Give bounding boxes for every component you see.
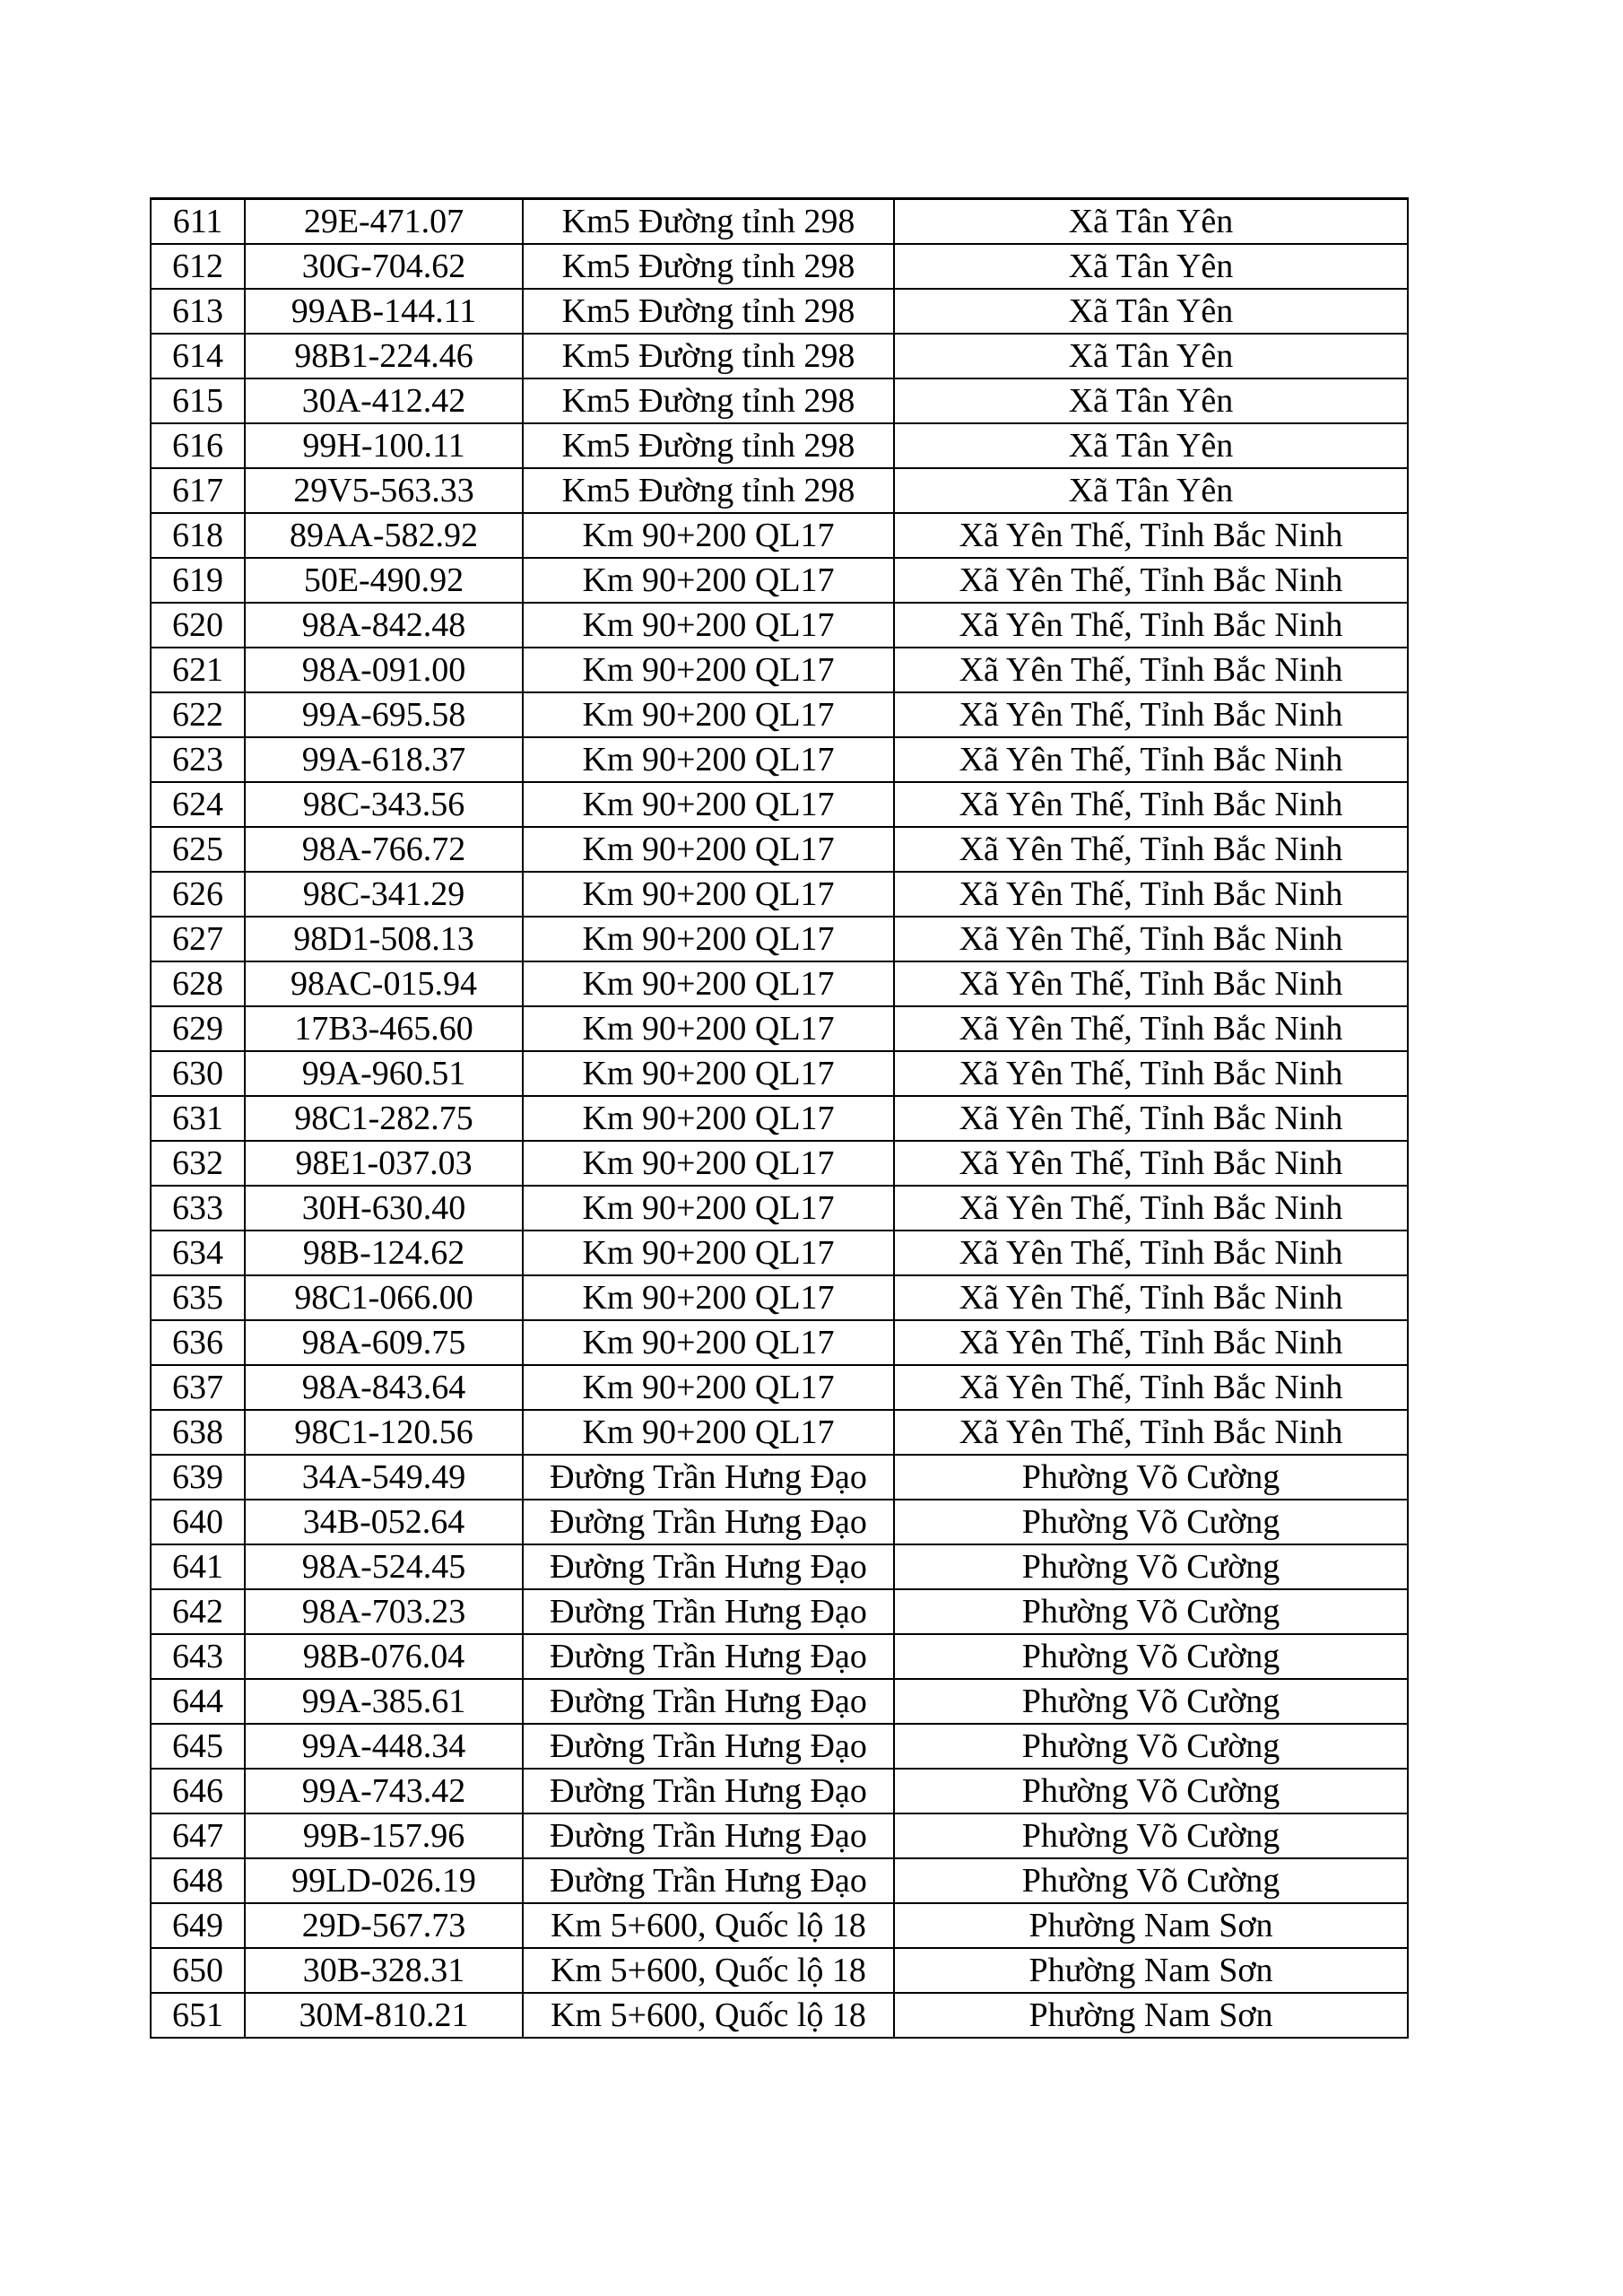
license-plate-cell: 98AC-015.94 xyxy=(245,961,523,1006)
violation-location-cell: Km 90+200 QL17 xyxy=(523,1275,894,1320)
license-plate-cell: 50E-490.92 xyxy=(245,558,523,603)
administrative-area-cell: Xã Tân Yên xyxy=(894,289,1408,334)
license-plate-cell: 99A-960.51 xyxy=(245,1051,523,1096)
license-plate-cell: 98E1-037.03 xyxy=(245,1141,523,1186)
administrative-area-cell: Phường Nam Sơn xyxy=(894,1993,1408,2038)
table-row xyxy=(151,1634,1408,1679)
license-plate-cell: 98A-766.72 xyxy=(245,827,523,872)
license-plate-cell: 30H-630.40 xyxy=(245,1186,523,1231)
table-row xyxy=(151,513,1408,558)
administrative-area-cell: Xã Yên Thế, Tỉnh Bắc Ninh xyxy=(894,782,1408,827)
row-number-cell: 623 xyxy=(151,737,245,782)
violation-location-cell: Đường Trần Hưng Đạo xyxy=(523,1544,894,1589)
license-plate-cell: 98C-343.56 xyxy=(245,782,523,827)
violation-location-cell: Km 90+200 QL17 xyxy=(523,1051,894,1096)
license-plate-cell: 99AB-144.11 xyxy=(245,289,523,334)
row-number-cell: 641 xyxy=(151,1544,245,1589)
row-number-cell: 625 xyxy=(151,827,245,872)
administrative-area-cell: Xã Yên Thế, Tỉnh Bắc Ninh xyxy=(894,872,1408,917)
row-number-cell: 631 xyxy=(151,1096,245,1141)
license-plate-cell: 98A-843.64 xyxy=(245,1365,523,1410)
license-plate-cell: 34A-549.49 xyxy=(245,1455,523,1500)
table-row xyxy=(151,558,1408,603)
license-plate-cell: 99H-100.11 xyxy=(245,423,523,468)
administrative-area-cell: Xã Tân Yên xyxy=(894,244,1408,289)
license-plate-cell: 98C1-120.56 xyxy=(245,1410,523,1455)
table-row xyxy=(151,917,1408,961)
administrative-area-cell: Xã Yên Thế, Tỉnh Bắc Ninh xyxy=(894,827,1408,872)
administrative-area-cell: Xã Yên Thế, Tỉnh Bắc Ninh xyxy=(894,603,1408,648)
administrative-area-cell: Xã Yên Thế, Tỉnh Bắc Ninh xyxy=(894,737,1408,782)
license-plate-cell: 29E-471.07 xyxy=(245,199,523,245)
license-plate-cell: 29D-567.73 xyxy=(245,1903,523,1948)
license-plate-cell: 98D1-508.13 xyxy=(245,917,523,961)
table-row xyxy=(151,1186,1408,1231)
row-number-cell: 629 xyxy=(151,1006,245,1051)
administrative-area-cell: Phường Võ Cường xyxy=(894,1544,1408,1589)
license-plate-cell: 30G-704.62 xyxy=(245,244,523,289)
administrative-area-cell: Xã Yên Thế, Tỉnh Bắc Ninh xyxy=(894,692,1408,737)
license-plate-cell: 30M-810.21 xyxy=(245,1993,523,2038)
violation-location-cell: Km 90+200 QL17 xyxy=(523,513,894,558)
violation-location-cell: Km 90+200 QL17 xyxy=(523,917,894,961)
administrative-area-cell: Xã Yên Thế, Tỉnh Bắc Ninh xyxy=(894,961,1408,1006)
row-number-cell: 621 xyxy=(151,648,245,692)
license-plate-cell: 99A-695.58 xyxy=(245,692,523,737)
table-row xyxy=(151,1679,1408,1724)
license-plate-cell: 98B-124.62 xyxy=(245,1231,523,1275)
table-row xyxy=(151,1231,1408,1275)
row-number-cell: 620 xyxy=(151,603,245,648)
administrative-area-cell: Xã Yên Thế, Tỉnh Bắc Ninh xyxy=(894,1096,1408,1141)
table-row xyxy=(151,1051,1408,1096)
violation-location-cell: Km 90+200 QL17 xyxy=(523,603,894,648)
administrative-area-cell: Xã Yên Thế, Tỉnh Bắc Ninh xyxy=(894,1051,1408,1096)
table-row xyxy=(151,872,1408,917)
row-number-cell: 628 xyxy=(151,961,245,1006)
violation-location-cell: Km5 Đường tỉnh 298 xyxy=(523,468,894,513)
table-row xyxy=(151,648,1408,692)
table-row xyxy=(151,334,1408,378)
row-number-cell: 614 xyxy=(151,334,245,378)
license-plate-cell: 29V5-563.33 xyxy=(245,468,523,513)
administrative-area-cell: Phường Nam Sơn xyxy=(894,1948,1408,1993)
administrative-area-cell: Xã Yên Thế, Tỉnh Bắc Ninh xyxy=(894,513,1408,558)
table-row xyxy=(151,1724,1408,1769)
license-plate-cell: 99A-448.34 xyxy=(245,1724,523,1769)
administrative-area-cell: Phường Võ Cường xyxy=(894,1724,1408,1769)
row-number-cell: 646 xyxy=(151,1769,245,1813)
administrative-area-cell: Phường Võ Cường xyxy=(894,1769,1408,1813)
table-row xyxy=(151,1993,1408,2038)
table-row xyxy=(151,1410,1408,1455)
violation-location-cell: Km 90+200 QL17 xyxy=(523,827,894,872)
license-plate-cell: 99B-157.96 xyxy=(245,1813,523,1858)
license-plate-cell: 98A-091.00 xyxy=(245,648,523,692)
row-number-cell: 627 xyxy=(151,917,245,961)
row-number-cell: 635 xyxy=(151,1275,245,1320)
table-row xyxy=(151,1589,1408,1634)
row-number-cell: 651 xyxy=(151,1993,245,2038)
row-number-cell: 613 xyxy=(151,289,245,334)
violation-location-cell: Đường Trần Hưng Đạo xyxy=(523,1500,894,1544)
violation-location-cell: Km5 Đường tỉnh 298 xyxy=(523,423,894,468)
license-plate-cell: 98A-524.45 xyxy=(245,1544,523,1589)
license-plate-cell: 98B1-224.46 xyxy=(245,334,523,378)
row-number-cell: 643 xyxy=(151,1634,245,1679)
violation-location-cell: Đường Trần Hưng Đạo xyxy=(523,1769,894,1813)
row-number-cell: 650 xyxy=(151,1948,245,1993)
license-plate-cell: 99LD-026.19 xyxy=(245,1858,523,1903)
administrative-area-cell: Xã Yên Thế, Tỉnh Bắc Ninh xyxy=(894,1141,1408,1186)
table-row xyxy=(151,692,1408,737)
table-body xyxy=(151,199,1408,2039)
administrative-area-cell: Phường Võ Cường xyxy=(894,1634,1408,1679)
administrative-area-cell: Xã Yên Thế, Tỉnh Bắc Ninh xyxy=(894,1231,1408,1275)
administrative-area-cell: Xã Yên Thế, Tỉnh Bắc Ninh xyxy=(894,648,1408,692)
row-number-cell: 615 xyxy=(151,378,245,423)
table-row xyxy=(151,244,1408,289)
table-row xyxy=(151,1455,1408,1500)
row-number-cell: 642 xyxy=(151,1589,245,1634)
table-row xyxy=(151,827,1408,872)
administrative-area-cell: Xã Yên Thế, Tỉnh Bắc Ninh xyxy=(894,1186,1408,1231)
administrative-area-cell: Phường Võ Cường xyxy=(894,1679,1408,1724)
row-number-cell: 626 xyxy=(151,872,245,917)
violation-location-cell: Đường Trần Hưng Đạo xyxy=(523,1455,894,1500)
license-plate-cell: 98C1-282.75 xyxy=(245,1096,523,1141)
row-number-cell: 622 xyxy=(151,692,245,737)
violation-location-cell: Km 90+200 QL17 xyxy=(523,872,894,917)
license-plate-cell: 98B-076.04 xyxy=(245,1634,523,1679)
administrative-area-cell: Xã Yên Thế, Tỉnh Bắc Ninh xyxy=(894,1006,1408,1051)
table-row xyxy=(151,1903,1408,1948)
table-row xyxy=(151,1096,1408,1141)
administrative-area-cell: Phường Võ Cường xyxy=(894,1500,1408,1544)
row-number-cell: 647 xyxy=(151,1813,245,1858)
row-number-cell: 636 xyxy=(151,1320,245,1365)
violation-location-cell: Đường Trần Hưng Đạo xyxy=(523,1813,894,1858)
license-plate-cell: 98A-703.23 xyxy=(245,1589,523,1634)
violation-location-cell: Km5 Đường tỉnh 298 xyxy=(523,378,894,423)
administrative-area-cell: Xã Tân Yên xyxy=(894,199,1408,245)
violation-location-cell: Km 90+200 QL17 xyxy=(523,648,894,692)
violation-location-cell: Đường Trần Hưng Đạo xyxy=(523,1634,894,1679)
violation-location-cell: Đường Trần Hưng Đạo xyxy=(523,1724,894,1769)
violation-location-cell: Đường Trần Hưng Đạo xyxy=(523,1589,894,1634)
table-row xyxy=(151,378,1408,423)
row-number-cell: 630 xyxy=(151,1051,245,1096)
table-row xyxy=(151,961,1408,1006)
row-number-cell: 648 xyxy=(151,1858,245,1903)
row-number-cell: 634 xyxy=(151,1231,245,1275)
table-row xyxy=(151,289,1408,334)
administrative-area-cell: Xã Yên Thế, Tỉnh Bắc Ninh xyxy=(894,1410,1408,1455)
table-row xyxy=(151,1141,1408,1186)
row-number-cell: 639 xyxy=(151,1455,245,1500)
row-number-cell: 618 xyxy=(151,513,245,558)
violation-location-cell: Km 90+200 QL17 xyxy=(523,1231,894,1275)
violation-location-cell: Km5 Đường tỉnh 298 xyxy=(523,289,894,334)
violation-location-cell: Km 90+200 QL17 xyxy=(523,1096,894,1141)
license-plate-cell: 98A-609.75 xyxy=(245,1320,523,1365)
table-row xyxy=(151,1948,1408,1993)
administrative-area-cell: Phường Võ Cường xyxy=(894,1858,1408,1903)
violation-location-cell: Km 90+200 QL17 xyxy=(523,737,894,782)
table-row xyxy=(151,1769,1408,1813)
administrative-area-cell: Phường Võ Cường xyxy=(894,1813,1408,1858)
violation-location-cell: Km 90+200 QL17 xyxy=(523,1320,894,1365)
license-plate-cell: 98A-842.48 xyxy=(245,603,523,648)
vehicle-records-table xyxy=(150,197,1409,2039)
administrative-area-cell: Xã Yên Thế, Tỉnh Bắc Ninh xyxy=(894,558,1408,603)
row-number-cell: 612 xyxy=(151,244,245,289)
table-row xyxy=(151,468,1408,513)
row-number-cell: 649 xyxy=(151,1903,245,1948)
violation-location-cell: Km 90+200 QL17 xyxy=(523,1006,894,1051)
table-row xyxy=(151,737,1408,782)
violation-location-cell: Km 90+200 QL17 xyxy=(523,782,894,827)
row-number-cell: 640 xyxy=(151,1500,245,1544)
table-row xyxy=(151,1858,1408,1903)
row-number-cell: 619 xyxy=(151,558,245,603)
license-plate-cell: 99A-385.61 xyxy=(245,1679,523,1724)
administrative-area-cell: Xã Tân Yên xyxy=(894,468,1408,513)
row-number-cell: 633 xyxy=(151,1186,245,1231)
row-number-cell: 645 xyxy=(151,1724,245,1769)
violation-location-cell: Km5 Đường tỉnh 298 xyxy=(523,244,894,289)
license-plate-cell: 99A-743.42 xyxy=(245,1769,523,1813)
administrative-area-cell: Xã Tân Yên xyxy=(894,334,1408,378)
violation-location-cell: Km 90+200 QL17 xyxy=(523,961,894,1006)
violation-location-cell: Km 90+200 QL17 xyxy=(523,1410,894,1455)
table-row xyxy=(151,1500,1408,1544)
table-row xyxy=(151,1813,1408,1858)
license-plate-cell: 98C1-066.00 xyxy=(245,1275,523,1320)
table-row xyxy=(151,603,1408,648)
license-plate-cell: 34B-052.64 xyxy=(245,1500,523,1544)
administrative-area-cell: Xã Yên Thế, Tỉnh Bắc Ninh xyxy=(894,917,1408,961)
violation-location-cell: Km 90+200 QL17 xyxy=(523,1365,894,1410)
table-row xyxy=(151,1365,1408,1410)
violation-location-cell: Km 5+600, Quốc lộ 18 xyxy=(523,1993,894,2038)
license-plate-cell: 30B-328.31 xyxy=(245,1948,523,1993)
row-number-cell: 617 xyxy=(151,468,245,513)
row-number-cell: 638 xyxy=(151,1410,245,1455)
violation-location-cell: Km5 Đường tỉnh 298 xyxy=(523,199,894,245)
row-number-cell: 624 xyxy=(151,782,245,827)
row-number-cell: 637 xyxy=(151,1365,245,1410)
table-row xyxy=(151,1275,1408,1320)
violation-location-cell: Km5 Đường tỉnh 298 xyxy=(523,334,894,378)
row-number-cell: 611 xyxy=(151,199,245,245)
table-row xyxy=(151,199,1408,245)
document-page xyxy=(150,197,1407,2039)
administrative-area-cell: Xã Tân Yên xyxy=(894,423,1408,468)
table-row xyxy=(151,423,1408,468)
violation-location-cell: Đường Trần Hưng Đạo xyxy=(523,1858,894,1903)
license-plate-cell: 89AA-582.92 xyxy=(245,513,523,558)
violation-location-cell: Km 90+200 QL17 xyxy=(523,1141,894,1186)
license-plate-cell: 98C-341.29 xyxy=(245,872,523,917)
administrative-area-cell: Xã Yên Thế, Tỉnh Bắc Ninh xyxy=(894,1320,1408,1365)
administrative-area-cell: Xã Tân Yên xyxy=(894,378,1408,423)
violation-location-cell: Đường Trần Hưng Đạo xyxy=(523,1679,894,1724)
row-number-cell: 632 xyxy=(151,1141,245,1186)
administrative-area-cell: Xã Yên Thế, Tỉnh Bắc Ninh xyxy=(894,1275,1408,1320)
table-row xyxy=(151,782,1408,827)
violation-location-cell: Km 90+200 QL17 xyxy=(523,1186,894,1231)
administrative-area-cell: Phường Võ Cường xyxy=(894,1455,1408,1500)
license-plate-cell: 17B3-465.60 xyxy=(245,1006,523,1051)
administrative-area-cell: Phường Võ Cường xyxy=(894,1589,1408,1634)
violation-location-cell: Km 5+600, Quốc lộ 18 xyxy=(523,1948,894,1993)
license-plate-cell: 99A-618.37 xyxy=(245,737,523,782)
row-number-cell: 616 xyxy=(151,423,245,468)
table-row xyxy=(151,1544,1408,1589)
administrative-area-cell: Xã Yên Thế, Tỉnh Bắc Ninh xyxy=(894,1365,1408,1410)
violation-location-cell: Km 90+200 QL17 xyxy=(523,692,894,737)
table-row xyxy=(151,1006,1408,1051)
violation-location-cell: Km 5+600, Quốc lộ 18 xyxy=(523,1903,894,1948)
administrative-area-cell: Phường Nam Sơn xyxy=(894,1903,1408,1948)
violation-location-cell: Km 90+200 QL17 xyxy=(523,558,894,603)
license-plate-cell: 30A-412.42 xyxy=(245,378,523,423)
row-number-cell: 644 xyxy=(151,1679,245,1724)
table-row xyxy=(151,1320,1408,1365)
